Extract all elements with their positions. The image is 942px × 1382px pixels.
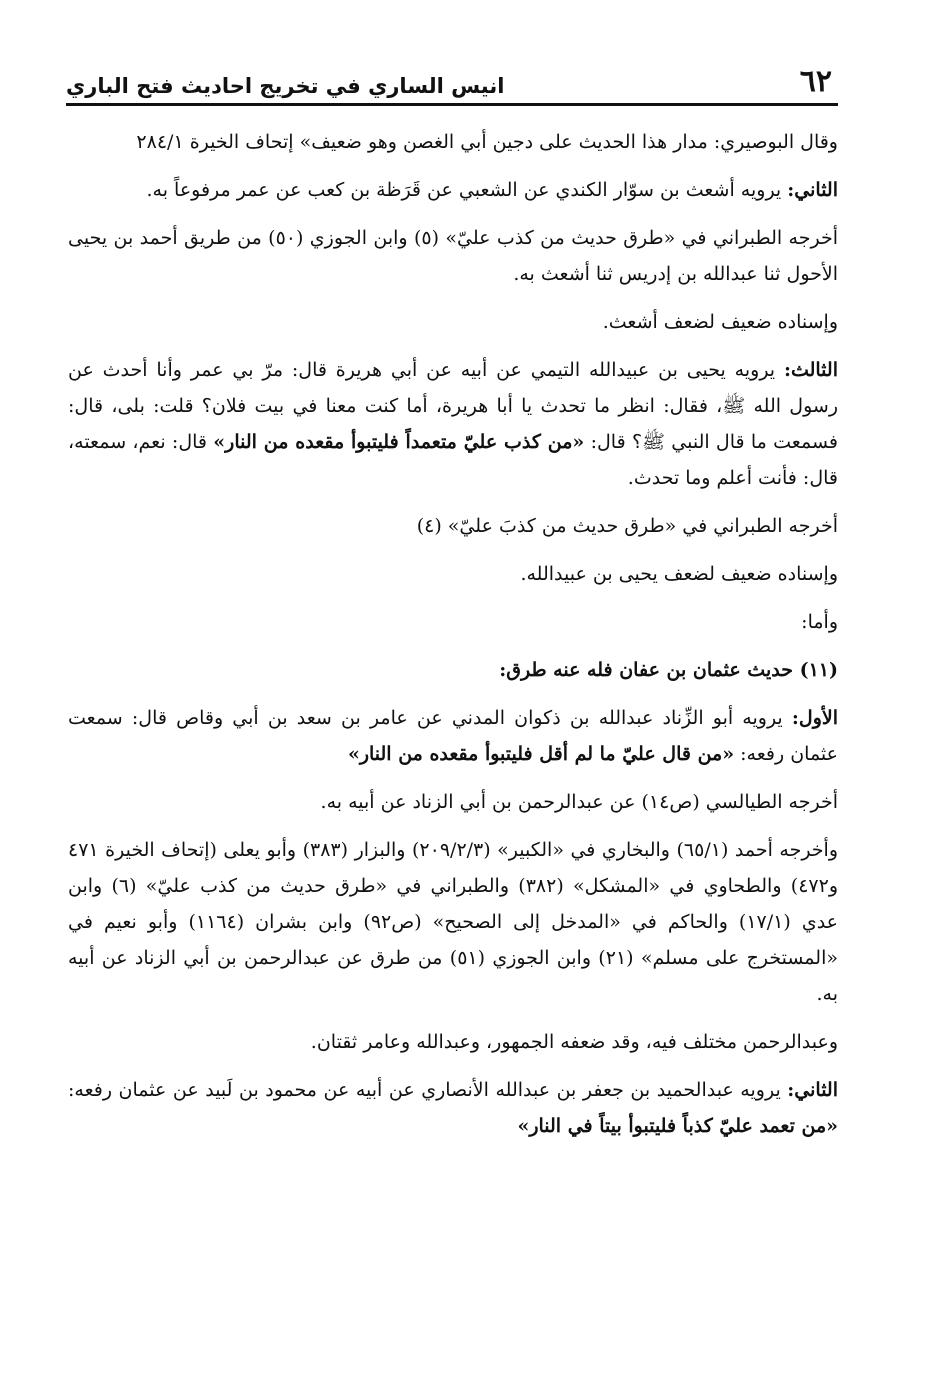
paragraph-text: وإسناده ضعيف لضعف أشعث. <box>602 311 838 333</box>
paragraph-text: وقال البوصيري: مدار هذا الحديث على دجين أبي الغصن وهو ضعيف» إتحاف الخيرة ٢٨٤/١ <box>136 131 838 153</box>
paragraph <box>68 220 838 292</box>
paragraph <box>68 784 838 820</box>
paragraph-text: وعبدالرحمن مختلف فيه، وقد ضعفه الجمهور، وعبدالله وعامر ثقتان. <box>310 1031 838 1053</box>
hadith-quote: «من تعمد عليّ كذباً فليتبوأ بيتاً في النار» <box>517 1115 838 1137</box>
paragraph <box>68 604 838 640</box>
paragraph-text: يرويه أشعث بن سوّار الكندي عن الشعبي عن قَرَظة بن كعب عن عمر مرفوعاً به. <box>146 179 788 201</box>
paragraph <box>68 172 838 208</box>
book-title: انيس الساري في تخريج احاديث فتح الباري <box>66 74 505 98</box>
paragraph-text: يرويه يحيى بن عبيدالله التيمي عن أبيه عن أبي هريرة قال: مرّ بي عمر وأنا أحدث عن رسول الله ﷺ، فقال: انظر ما تحدث يا أبا هريرة، أما كنت معنا في بيت فلان؟ قلت: بلى، قال: فسمعت ما قال النبي ﷺ؟ قال: <box>68 359 838 453</box>
paragraph-text: وإسناده ضعيف لضعف يحيى بن عبيدالله. <box>520 563 838 585</box>
page-number: ٦٢ <box>799 64 832 99</box>
paragraph-text: وأخرجه أحمد (٦٥/١) والبخاري في «الكبير» (٢٠٩/٢/٣) والبزار (٣٨٣) وأبو يعلى (إتحاف الخيرة ٤٧١ و٤٧٢) والطحاوي في «المشكل» (٣٨٢) والطبراني في «طرق حديث من كذب عليّ» (٦) وابن عدي (١٧/١) والحاكم في «المدخل إلى الصحيح» (ص٩٢) وابن بشران (١١٦٤) وأبو نعيم في «المستخرج على مسلم» (٢١) وابن الجوزي (٥١) من طرق عن عبدالرحمن بن أبي الزناد عن أبيه به. <box>68 839 838 1005</box>
paragraph <box>68 1072 838 1144</box>
paragraph-text: يرويه أبو الزِّناد عبدالله بن ذكوان المدني عن عامر بن سعد بن أبي وقاص قال: سمعت عثمان رفعه: <box>68 707 838 765</box>
header-rule <box>66 103 838 106</box>
hadith-quote: «من كذب عليّ متعمداً فليتبوأ مقعده من النار» <box>213 431 585 453</box>
paragraph <box>68 1024 838 1060</box>
paragraph-lead: الأول: <box>791 707 838 729</box>
section-heading: (١١) حديث عثمان بن عفان فله عنه طرق: <box>499 659 838 681</box>
paragraph <box>68 832 838 1012</box>
page-body <box>68 124 838 1156</box>
page-header <box>66 60 838 106</box>
paragraph-lead: الثالث: <box>783 359 838 381</box>
paragraph-text: أخرجه الطبراني في «طرق حديث من كذب عليّ» (٥) وابن الجوزي (٥٠) من طريق أحمد بن يحيى الأحول ثنا عبدالله بن إدريس ثنا أشعث به. <box>68 227 838 285</box>
paragraph <box>68 556 838 592</box>
paragraph-lead: الثاني: <box>787 1079 838 1101</box>
paragraph-text: أخرجه الطيالسي (ص١٤) عن عبدالرحمن بن أبي الزناد عن أبيه به. <box>320 791 838 813</box>
paragraph <box>68 700 838 772</box>
paragraph-text: وأما: <box>801 611 838 633</box>
hadith-quote: «من قال عليّ ما لم أقل فليتبوأ مقعده من النار» <box>347 743 735 765</box>
paragraph-lead: الثاني: <box>787 179 838 201</box>
paragraph <box>68 352 838 496</box>
paragraph-text: أخرجه الطبراني في «طرق حديث من كذبَ عليّ» (٤) <box>416 515 838 537</box>
paragraph <box>68 124 838 160</box>
paragraph <box>68 304 838 340</box>
paragraph-text: يرويه عبدالحميد بن جعفر بن عبدالله الأنصاري عن أبيه عن محمود بن لَبيد عن عثمان رفعه: <box>68 1079 788 1101</box>
paragraph-text-after: قال: نعم، سمعته، قال: فأنت أعلم وما تحدث. <box>68 431 838 489</box>
paragraph <box>68 508 838 544</box>
